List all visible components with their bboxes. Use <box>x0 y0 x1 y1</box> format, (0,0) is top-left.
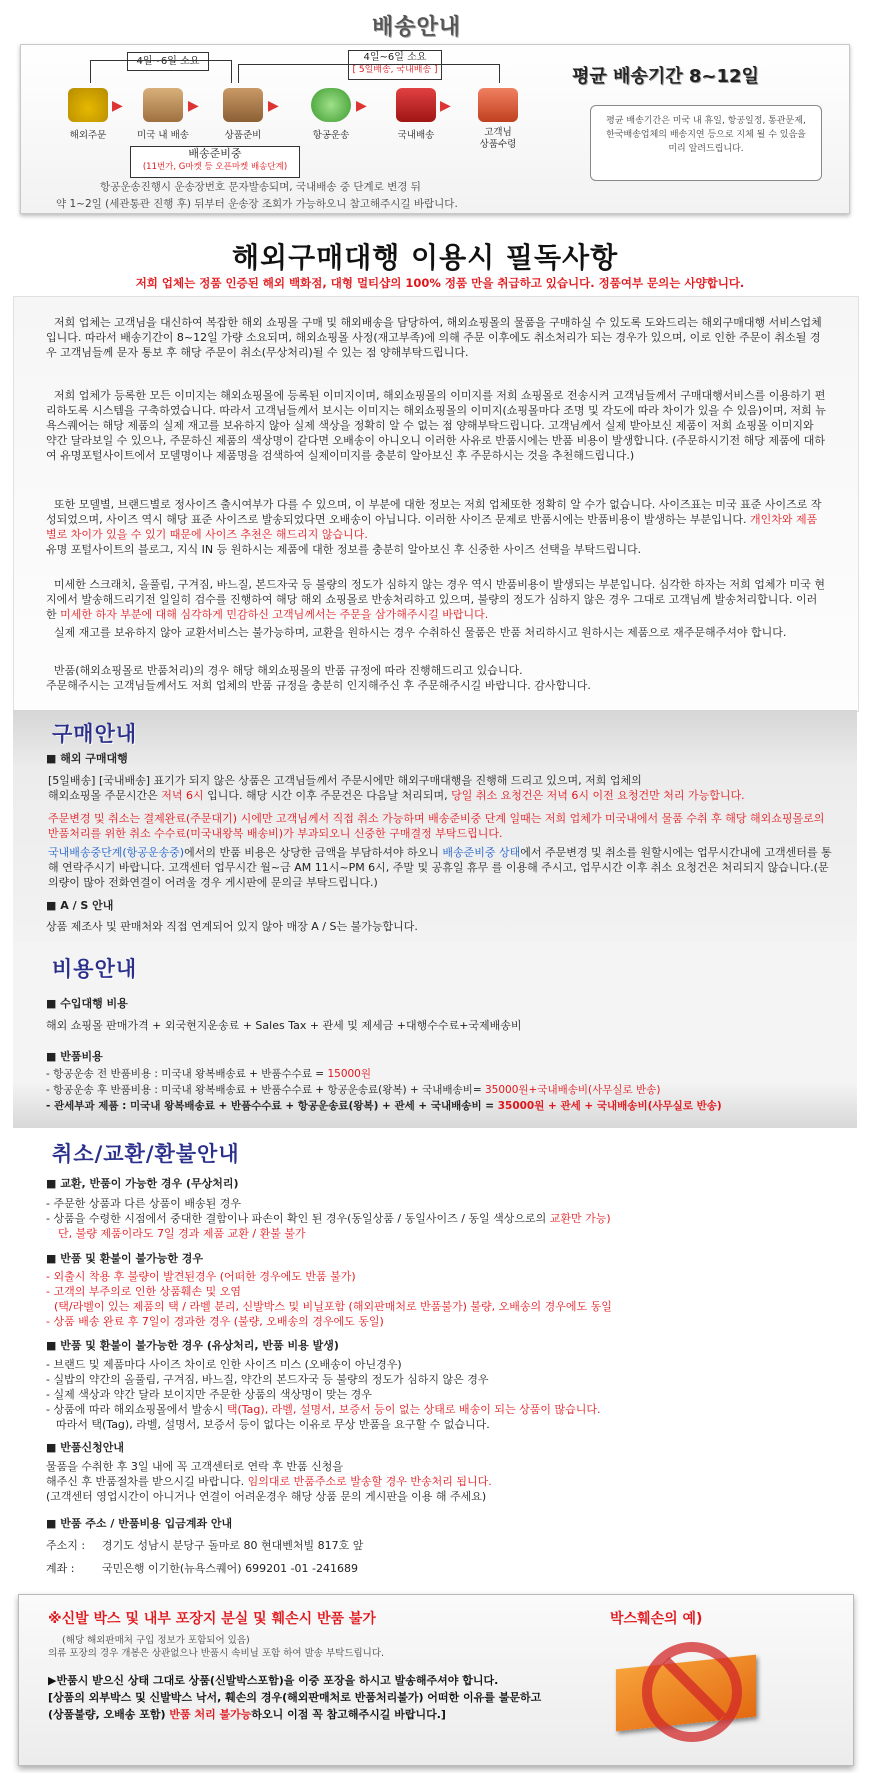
purchase-line-3 <box>48 845 838 890</box>
refund-b1: - 외출시 착용 후 불량이 발견된경우 (어떠한 경우에도 반품 불가) <box>46 1270 356 1283</box>
purchase-title: 구매안내 <box>52 722 138 746</box>
purchase-l3-a: 국내배송중단계(항공운송중) <box>48 846 185 859</box>
address-value: 경기도 성남시 분당구 돌마로 80 현대벤처빌 817호 앞 <box>102 1539 364 1552</box>
refund-b2: - 고객의 부주의로 인한 상품훼손 및 오염 <box>46 1285 241 1298</box>
box-notice-title: ※신발 박스 및 내부 포장지 분실 및 훼손시 반품 불가 <box>48 1611 376 1627</box>
step-label-2: 미국 내 배송 <box>137 130 189 141</box>
prep-box <box>130 146 300 178</box>
arrow-icon-2: ▶ <box>188 98 199 114</box>
prep-note: (11번가, G마켓 등 오픈마켓 배송단계) <box>142 162 288 172</box>
cost-r1-b: 15000원 <box>327 1068 371 1080</box>
purchase-l3-b: 에서의 반품 비용은 상당한 금액을 부담하셔야 하오니 <box>184 846 439 859</box>
refund-heading-5: ■ 반품 주소 / 반품비용 입금계좌 안내 <box>46 1517 233 1530</box>
box-line-3-b: 반품 처리 불가능 <box>169 1708 252 1721</box>
cost-row-3 <box>46 1099 722 1114</box>
account-value: 국민은행 이기한(뉴욕스퀘어) 699201 -01 -241689 <box>102 1562 358 1575</box>
refund-a1: - 주문한 상품과 다른 상품이 배송된 경우 <box>46 1197 241 1210</box>
purchase-l3-d: 에서 주문변경 및 취소를 원할시에는 업무시간내에 고객센터를 통해 연락주시기 바랍니다. 고객센터 업무시간 월~금 AM 11시~PM 6시, 주말 및 공휴일 휴무 를 이용해 주시고, 업무시간 이후 취소 요청건은 처리되지 않습니다.(문의량이 많아 전화연결이 어려울 경우 게시판에 문의글 부탁드립니다.) <box>48 846 832 889</box>
notice-p4 <box>46 577 826 622</box>
notice-subtitle: 저희 업체는 정품 인증된 해외 백화점, 대형 멀티샵의 100% 정품 만을 취급하고 있습니다. 정품여부 문의는 사양합니다. <box>135 276 745 290</box>
bracket-line-left <box>90 60 232 83</box>
arrow-icon-3: ▶ <box>268 98 279 114</box>
refund-c5: 따라서 택(Tag), 라벨, 설명서, 보증서 등이 없다는 이유로 무상 반품을 요구할 수 없습니다. <box>56 1418 490 1431</box>
shipping-note-1: 항공운송진행시 운송장번호 문자발송되며, 국내배송 중 단계로 변경 뒤 <box>100 181 421 193</box>
account-label: 계좌 : <box>46 1562 75 1575</box>
cost-heading-2: ■ 반품비용 <box>46 1050 103 1063</box>
purchase-heading-2: ■ A / S 안내 <box>46 899 114 912</box>
notice-p4-a: 미세한 스크래치, 올풀림, 구겨짐, 바느질, 본드자국 등 불량의 정도가 심하지 않는 경우 역시 반품비용이 발생되는 부분입니다. 심각한 하자는 저희 업체가 미국 현지에서 발송해드리기전 일일히 검수를 진행하여 해당 해외 쇼핑몰로 반송처리하고 있으며, 불량의 정도가 심하지 않은 경우 그대로 고객님께 발송처리합니다. 이러한 <box>46 578 825 621</box>
refund-heading-2: ■ 반품 및 환불이 불가능한 경우 <box>46 1252 204 1265</box>
arrow-icon-5: ▶ <box>440 98 451 114</box>
refund-b3: (택/라벨이 있는 제품의 택 / 라벨 분리, 신발박스 및 비닐포함 (해외판매처로 반품불가) 불량, 오배송의 경우에도 동일 <box>54 1300 612 1313</box>
shipping-note-2: 약 1~2일 (세관통관 진행 후) 뒤부터 운송장 조회가 가능하오니 참고해주시길 바랍니다. <box>56 198 458 210</box>
badge-right-line2: [ 5일배송, 국내배송 ] <box>352 65 438 75</box>
notice-p6-b: 주문해주시는 고객님들께서도 저희 업체의 반품 규정을 충분히 인지해주신 후 주문해주시길 바랍니다. 감사합니다. <box>46 679 591 692</box>
refund-c4-b: 택(Tag), 라벨, 설명서, 보증서 등이 없는 상태로 배송이 되는 상품이 많습니다. <box>226 1403 601 1416</box>
step-label-4: 항공운송 <box>312 130 350 141</box>
purchase-line-2: 주문변경 및 취소는 결제완료(주문대기) 시에만 고객님께서 직접 취소 가능하며 배송준비중 단계 일때는 저희 업체가 미국내에서 물품 수취 후 해당 해외쇼핑몰로의 반품처리를 위한 취소 수수료(미국내왕복 배송비)가 부과되오니 신중한 구매결정 부탁드립니다. <box>48 812 825 840</box>
cost-row-2 <box>46 1083 660 1098</box>
refund-heading-1: ■ 교환, 반품이 가능한 경우 (무상처리) <box>46 1177 239 1190</box>
refund-d1: 물품을 수취한 후 3일 내에 꼭 고객센터로 연락 후 반품 신청을 <box>46 1460 343 1473</box>
purchase-l1-c: 저녁 6시 <box>161 789 204 802</box>
damaged-box-image <box>612 1640 762 1740</box>
overseas-order-icon <box>68 88 108 122</box>
notice-p3 <box>46 497 826 557</box>
product-prep-icon <box>223 88 263 122</box>
cost-heading-1: ■ 수입대행 비용 <box>46 997 128 1010</box>
refund-c2: - 실밥의 약간의 올풀림, 구겨짐, 바느질, 약간의 본드자국 등 불량의 정도가 심하지 않은 경우 <box>46 1373 489 1386</box>
box-example-title: 박스훼손의 예) <box>610 1611 703 1627</box>
box-line-3-a: (상품불량, 오배송 포함) <box>48 1708 166 1721</box>
notice-p2: 저희 업체가 등록한 모든 이미지는 해외쇼핑몰에 등록된 이미지이며, 해외쇼핑몰의 이미지를 저희 쇼핑몰로 전송시켜 고객님들께서 구매대행서비스를 이용하기 편리하도록 시스템을 구축하였습니다. 따라서 고객님들께서 보시는 이미지는 해외쇼핑몰의 이미지(쇼핑몰마다 조명 및 각도에 따라 차이가 있을 수 있음)이며, 저희 뉴욕스퀘어는 해당 제품의 실제 재고를 보유하지 않아 실제 색상을 정확히 알 수 없는 점 양해부탁드립니다. 고객님께서 실제 받아보신 제품이 저희 쇼핑몰 이미지와 약간 달라보일 수 있으나, 주문하신 제품의 색상명이 같다면 오배송이 아니오니 이러한 사유로 반품시에는 반품 비용이 발생합니다. (주문하시기전 해당 제품에 대하여 유명포털사이트에서 모델명이나 제품명을 검색하여 실제이미지를 충분히 알아보신 후 주문하시는 것을 추천해드립니다.) <box>46 389 826 462</box>
cost-title: 비용안내 <box>52 957 138 981</box>
cost-r2-b: 35000원+국내배송비(사무실로 반송) <box>484 1084 661 1096</box>
arrow-icon-1: ▶ <box>112 98 123 114</box>
purchase-l1-a: [5일배송] [국내배송] 표기가 되지 않은 상품은 고객님들께서 주문시에만 해외구매대행을 진행해 드리고 있으며, 저희 업체의 <box>48 774 642 787</box>
address-label: 주소지 : <box>46 1539 86 1552</box>
shipping-section <box>0 0 870 222</box>
refund-d2-b: 임의대로 반품주소로 발송할 경우 반송처리 됩니다. <box>247 1475 492 1488</box>
house-icon <box>478 88 518 122</box>
step-label-3: 상품준비 <box>224 130 262 141</box>
avg-delivery-note: 평균 배송기간은 미국 내 휴일, 항공일정, 통관문제, 한국배송업체의 배송지연 등으로 지체 될 수 있음을 미리 알려드립니다. <box>590 105 822 181</box>
refund-c4 <box>46 1402 601 1417</box>
notice-p5: 실제 재고를 보유하지 않아 교환서비스는 불가능하며, 교환을 원하시는 경우 수취하신 물품은 반품 처리하시고 원하시는 제품으로 재주문해주셔야 합니다. <box>54 626 787 639</box>
cost-r1-a: - 항공운송 전 반품비용 : 미국내 왕복배송료 + 반품수수료 = <box>46 1068 328 1080</box>
cost-formula: 해외 쇼핑몰 판매가격 + 외국현지운송료 + Sales Tax + 관세 및 제세금 +대행수수료+국제배송비 <box>46 1019 522 1032</box>
refund-d3: (고객센터 영업시간이 아니거나 연결이 어려운경우 해당 상품 문의 게시판을 이용 해 주세요) <box>46 1490 487 1503</box>
refund-c4-a: - 상품에 따라 해외쇼핑몰에서 발송시 <box>46 1403 224 1416</box>
notice-p6 <box>46 663 826 693</box>
prep-label: 배송준비중 <box>188 147 242 160</box>
cost-row-1 <box>46 1067 371 1082</box>
purchase-l1-b: 해외쇼핑몰 주문시간은 <box>48 789 158 802</box>
notice-title: 해외구매대행 이용시 필독사항 <box>232 241 619 274</box>
purchase-line-1 <box>48 773 848 803</box>
notice-p1: 저희 업체는 고객님을 대신하여 복잡한 해외 쇼핑몰 구매 및 해외배송을 담당하여, 해외쇼핑몰의 물품을 구매하실 수 있도록 도와드리는 해외구매대행 서비스업체입니다. 따라서 배송기간이 8~12일 가량 소요되며, 해외쇼핑몰 사정(재고부족)에 의해 주문 이후에도 취소처리가 되는 경우가 있으며, 이로 인한 주문이 취소될 경우 고객님들께 문자 통보 후 해당 주문이 취소(무상처리)될 수 있는 점 양해부탁드립니다. <box>46 316 822 359</box>
box-note-2: 의류 포장의 경우 개봉은 상관없으나 반품시 속비닐 포함 하여 발송 부탁드립니다. <box>48 1648 385 1659</box>
box-line-2: [상품의 외부박스 및 신발박스 낙서, 훼손의 경우(해외판매처로 반품처리불가) 어떠한 이유를 불문하고 <box>48 1691 542 1704</box>
step-label-6: 고객님 상품수령 <box>479 127 517 150</box>
refund-c1: - 브랜드 및 제품마다 사이즈 차이로 인한 사이즈 미스 (오배송이 아닌경우) <box>46 1358 402 1371</box>
cost-r3-a: - 관세부과 제품 : 미국내 왕복배송료 + 반품수수료 + 항공운송료(왕복) + 관세 + 국내배송비 = <box>46 1100 498 1112</box>
refund-d2-a: 해주신 후 반품절차를 받으시길 바랍니다. <box>46 1475 245 1488</box>
refund-heading-4: ■ 반품신청안내 <box>46 1441 124 1454</box>
notice-p3-a: 또한 모델별, 브랜드별로 정사이즈 출시여부가 다를 수 있으며, 이 부분에 대한 정보는 저희 업체또한 정확히 알 수가 없습니다. 사이즈표는 미국 표준 사이즈로 작성되었으며, 사이즈 역시 해당 표준 사이즈로 발송되었다면 오배송이 아닙니다. 이러한 사이즈 문제로 반품시에는 반품비용이 발생하는 부분입니다. <box>46 498 822 526</box>
as-text: 상품 제조사 및 판매처와 직접 연계되어 있지 않아 매장 A / S는 불가능합니다. <box>46 920 418 933</box>
purchase-l1-e: 당일 취소 요청건은 저녁 6시 이전 요청건만 처리 가능합니다. <box>451 789 745 802</box>
notice-p3-c: 유명 포털사이트의 블로그, 지식 IN 등 원하시는 제품에 대한 정보를 충분히 알아보신 후 신중한 사이즈 선택을 부탁드립니다. <box>46 543 642 556</box>
purchase-heading-1: ■ 해외 구매대행 <box>46 752 128 765</box>
arrow-icon-4: ▶ <box>356 98 367 114</box>
step-label-1: 해외주문 <box>69 130 107 141</box>
us-delivery-icon <box>143 88 183 122</box>
notice-p3-b: 개인차와 제품별로 차이가 있을 수 있기 때문에 사이즈 추천은 해드리지 않습니다. <box>46 513 818 541</box>
box-line-3 <box>48 1706 446 1722</box>
refund-title: 취소/교환/환불안내 <box>52 1142 240 1166</box>
cost-r3-b: 35000원 + 관세 + 국내배송비(사무실로 반송) <box>497 1100 722 1112</box>
air-transport-icon <box>311 88 351 122</box>
refund-c3: - 실제 색상과 약간 달라 보이지만 주문한 상품의 색상명이 맞는 경우 <box>46 1388 372 1401</box>
shipping-title: 배송안내 <box>372 15 462 40</box>
notice-p6-a: 반품(해외쇼핑몰로 반품처리)의 경우 해당 해외쇼핑몰의 반품 규정에 따라 진행해드리고 있습니다. <box>54 664 523 677</box>
refund-a2 <box>46 1211 611 1226</box>
box-line-3-c: 하오니 이점 꼭 참고해주시길 바랍니다.] <box>251 1708 446 1721</box>
refund-b4: - 상품 배송 완료 후 7일이 경과한 경우 (불량, 오배송의 경우에도 동일) <box>46 1315 384 1328</box>
refund-a2-a: - 상품을 수령한 시점에서 중대한 결함이나 파손이 확인 된 경우(동일상품 / 동일사이즈 / 동일 색상으로의 <box>46 1212 547 1225</box>
avg-delivery-title: 평균 배송기간 8~12일 <box>572 66 759 87</box>
step-label-5: 국내배송 <box>397 130 435 141</box>
badge-right-line1: 4일~6일 소요 <box>363 52 427 63</box>
purchase-l1-d: 입니다. 해당 시간 이후 주문건은 다음날 처리되며, <box>207 789 448 802</box>
refund-a2-b: 교환만 가능) <box>549 1212 611 1225</box>
box-line-1: ▶반품시 받으신 상태 그대로 상품(신발박스포함)을 이중 포장을 하시고 발송해주셔야 합니다. <box>48 1674 499 1687</box>
box-note-1: (해당 해외판매처 구입 정보가 포함되어 있음) <box>62 1635 250 1646</box>
domestic-delivery-icon <box>396 88 436 122</box>
refund-heading-3: ■ 반품 및 환불이 불가능한 경우 (유상처리, 반품 비용 발생) <box>46 1339 339 1352</box>
refund-d2 <box>46 1474 492 1489</box>
cost-r2-a: - 항공운송 후 반품비용 : 미국내 왕복배송료 + 반품수수료 + 항공운송료(왕복) + 국내배송비= <box>46 1084 485 1096</box>
notice-p4-b: 미세한 하자 부분에 대해 심각하게 민감하신 고객님께서는 주문을 삼가해주시길 바랍니다. <box>60 608 489 621</box>
purchase-l3-c: 배송준비중 상태 <box>442 846 521 859</box>
badge-left: 4일~6일 소요 <box>127 52 209 71</box>
bracket-line-right <box>238 64 500 83</box>
notice-box <box>13 296 859 712</box>
refund-a3: 단, 불량 제품이라도 7일 경과 제품 교환 / 환불 불가 <box>58 1227 306 1240</box>
